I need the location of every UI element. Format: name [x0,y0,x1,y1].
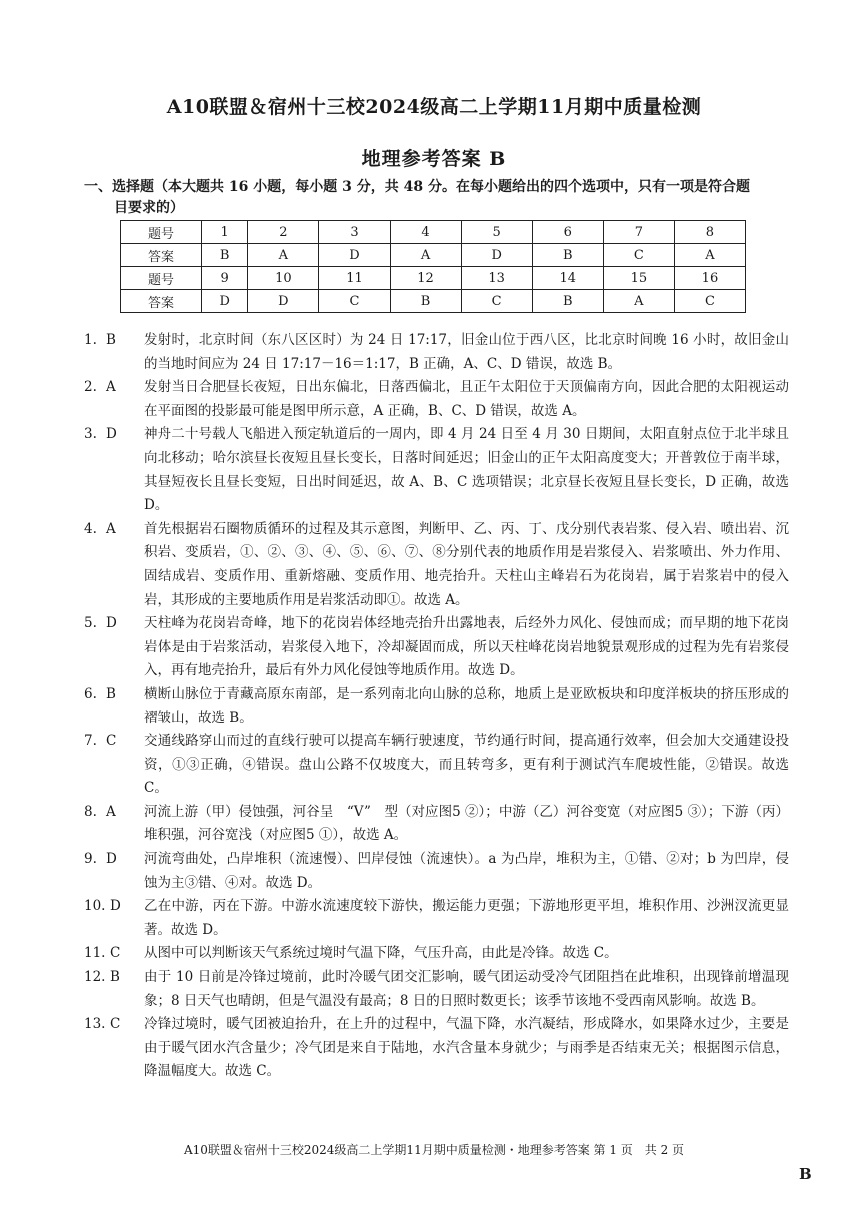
item-explanation-text: 由于 10 日前是冷锋过境前，此时冷暖气团交汇影响，暖气团运动受冷气团阻挡在此堆积，出现锋前增温现象；8 日天气也晴朗，但是气温没有最高；8 日的日照时数更长；该季节该地不受西南风影响。故选 B。 [144,969,789,1009]
item-answer: C [106,733,117,750]
row-label: 答案 [121,244,202,267]
item-answer: A [106,803,116,820]
answer-cell: B [202,244,248,267]
question-number-cell: 2 [248,221,319,244]
answer-cell: D [202,290,248,313]
question-number-cell: 11 [319,267,390,290]
page-footer: A10联盟＆宿州十三校2024级高二上学期11月期中质量检测・地理参考答案 第 1 页 共 2 页 [183,1143,685,1157]
question-number-cell: 3 [319,221,390,244]
answer-cell: A [390,244,461,267]
question-number-cell: 12 [390,267,461,290]
item-explanation-text: 河流上游（甲）侵蚀强，河谷呈 “V” 型（对应图5 ②）；中游（乙）河谷变宽（对应图5 ③）；下游（丙）堆积强，河谷宽浅（对应图5 ①），故选 A。 [144,803,789,844]
document-title: A10联盟＆宿州十三校2024级高二上学期11月期中质量检测 [166,96,702,118]
question-number-cell: 7 [603,221,674,244]
question-number-cell: 1 [202,221,248,244]
item-answer: D [106,426,117,443]
item-answer: B [106,332,116,348]
item-answer: C [110,1016,121,1033]
answer-cell: A [674,244,745,267]
item-explanation-text: 冷锋过境时，暖气团被迫抬升，在上升的过程中，气温下降，水汽凝结，形成降水，如果降水过少，主要是由于暖气团水汽含量少；冷气团是来自于陆地，水汽含量本身就少；与雨季是否结束无关；根据图示信息，降温幅度大。故选 C。 [144,1016,789,1080]
question-number-cell: 9 [202,267,248,290]
question-number-cell: 5 [461,221,532,244]
answer-cell: A [603,290,674,313]
question-number-cell: 8 [674,221,745,244]
item-explanation-text: 发射当日合肥昼长夜短，日出东偏北，日落西偏北，且正午太阳位于天顶偏南方向，因此合肥的太阳视运动在平面图的投影最可能是图甲所示意，A 正确，B、C、D 错误，故选 A。 [144,379,789,419]
answer-table [120,220,746,313]
item-number: 11. [84,945,106,962]
item-number: 2. [84,379,97,396]
answer-cell: B [390,290,461,313]
item-explanation-text: 河流弯曲处，凸岸堆积（流速慢）、凹岸侵蚀（流速快）。a 为凸岸，堆积为主，①错、②对；b 为凹岸，侵蚀为主③错、④对。故选 D。 [144,851,789,891]
item-answer: B [110,969,120,986]
item-answer: D [106,851,117,868]
question-number-row [121,221,746,244]
explanation-item [84,329,789,376]
answer-cell: D [248,290,319,313]
explanation-item [84,966,789,1013]
answer-cell: D [319,244,390,267]
version-mark: B [799,1165,812,1183]
item-answer: D [110,898,121,915]
explanation-item [84,895,789,942]
item-explanation-text: 横断山脉位于青藏高原东南部，是一系列南北向山脉的总称，地质上是亚欧板块和印度洋板块的挤压形成的褶皱山，故选 B。 [144,685,789,726]
section-heading [84,177,794,219]
item-explanation-text: 天柱峰为花岗岩奇峰，地下的花岗岩体经地壳抬升出露地表，后经外力风化、侵蚀而成；而早期的地下花岗岩体是由于岩浆活动，岩浆侵入地下，冷却凝固而成，所以天柱峰花岗岩地貌景观形成的过程为先有岩浆侵入，再有地壳抬升，最后有外力风化侵蚀等地质作用。故选 D。 [144,615,789,679]
item-answer: D [106,615,117,632]
answer-cell: C [603,244,674,267]
item-number: 10. [84,898,106,915]
item-answer: B [106,685,116,702]
item-number: 13. [84,1016,106,1033]
item-explanation-text: 发射时，北京时间（东八区区时）为 24 日 17:17，旧金山位于西八区，比北京时间晚 16 小时，故旧金山的当地时间应为 24 日 17:17－16＝1:17，B 正确，A、C、D 错误，故选 B。 [144,332,789,372]
row-label: 题号 [121,267,202,290]
explanation-item [84,612,789,683]
item-explanation-text: 首先根据岩石圈物质循环的过程及其示意图，判断甲、乙、丙、丁、戊分别代表岩浆、侵入岩、喷出岩、沉积岩、变质岩，①、②、③、④、⑤、⑥、⑦、⑧分别代表的地质作用是岩浆侵入、岩浆喷出、外力作用、固结成岩、变质作用、重新熔融、变质作用、地壳抬升。天柱山主峰岩石为花岗岩，属于岩浆岩中的侵入岩，其形成的主要地质作用是岩浆活动即①。故选 A。 [144,520,789,608]
question-number-cell: 14 [532,267,603,290]
item-explanation-text: 交通线路穿山而过的直线行驶可以提高车辆行驶速度，节约通行时间，提高通行效率，但会加大交通建设投资，①③正确，④错误。盘山公路不仅坡度大，而且转弯多，更有利于测试汽车爬坡性能，②错误。故选 C。 [144,733,789,797]
question-number-cell: 13 [461,267,532,290]
explanation-item [84,1013,789,1084]
explanation-item [84,376,789,423]
item-answer: C [110,945,121,962]
explanation-item [84,518,789,612]
item-explanation-text: 乙在中游，丙在下游。中游水流速度较下游快，搬运能力更强；下游地形更平坦，堆积作用、沙洲汊流更显著。故选 D。 [144,898,789,938]
answer-explanations [84,329,789,1084]
item-number: 1. [84,332,97,348]
answer-cell: D [461,244,532,267]
item-number: 6. [84,685,97,702]
item-number: 5. [84,615,97,632]
explanation-item [84,730,789,801]
section-heading-line2: 目要求的） [114,200,184,216]
item-explanation-text: 从图中可以判断该天气系统过境时气温下降，气压升高，由此是冷锋。故选 C。 [144,945,618,962]
item-number: 8. [84,803,97,820]
item-number: 12. [84,969,106,986]
row-label: 答案 [121,290,202,313]
question-number-cell: 6 [532,221,603,244]
question-number-row [121,267,746,290]
row-label: 题号 [121,221,202,244]
answer-cell: C [461,290,532,313]
explanation-item [84,423,789,517]
answer-cell: B [532,244,603,267]
item-number: 3. [84,426,97,443]
explanation-item [84,942,789,966]
answer-cell: C [674,290,745,313]
question-number-cell: 15 [603,267,674,290]
explanation-item [84,683,789,730]
answer-cell: A [248,244,319,267]
section-heading-line1: 一、选择题（本大题共 16 小题，每小题 3 分，共 48 分。在每小题给出的四个选项中，只有一项是符合题 [84,179,750,195]
explanation-item [84,848,789,895]
item-answer: A [106,379,116,396]
question-number-cell: 4 [390,221,461,244]
answer-row [121,244,746,267]
item-number: 4. [84,520,97,537]
answer-cell: B [532,290,603,313]
answer-cell: C [319,290,390,313]
question-number-cell: 16 [674,267,745,290]
item-explanation-text: 神舟二十号载人飞船进入预定轨道后的一周内，即 4 月 24 日至 4 月 30 日期间，太阳直射点位于北半球且向北移动；哈尔滨昼长夜短且昼长变长，日落时间延迟；旧金山的正午太阳高度变大；开普敦位于南半球，其昼短夜长且昼长变短，日出时间延迟，故 A、B、C 选项错误；北京昼长夜短且昼长变长，D 正确，故选 D。 [144,426,789,514]
answer-row [121,290,746,313]
item-number: 7. [84,733,97,750]
item-number: 9. [84,851,97,868]
document-subtitle: 地理参考答案 B [361,148,507,170]
explanation-item [84,801,789,848]
question-number-cell: 10 [248,267,319,290]
item-answer: A [106,520,116,537]
